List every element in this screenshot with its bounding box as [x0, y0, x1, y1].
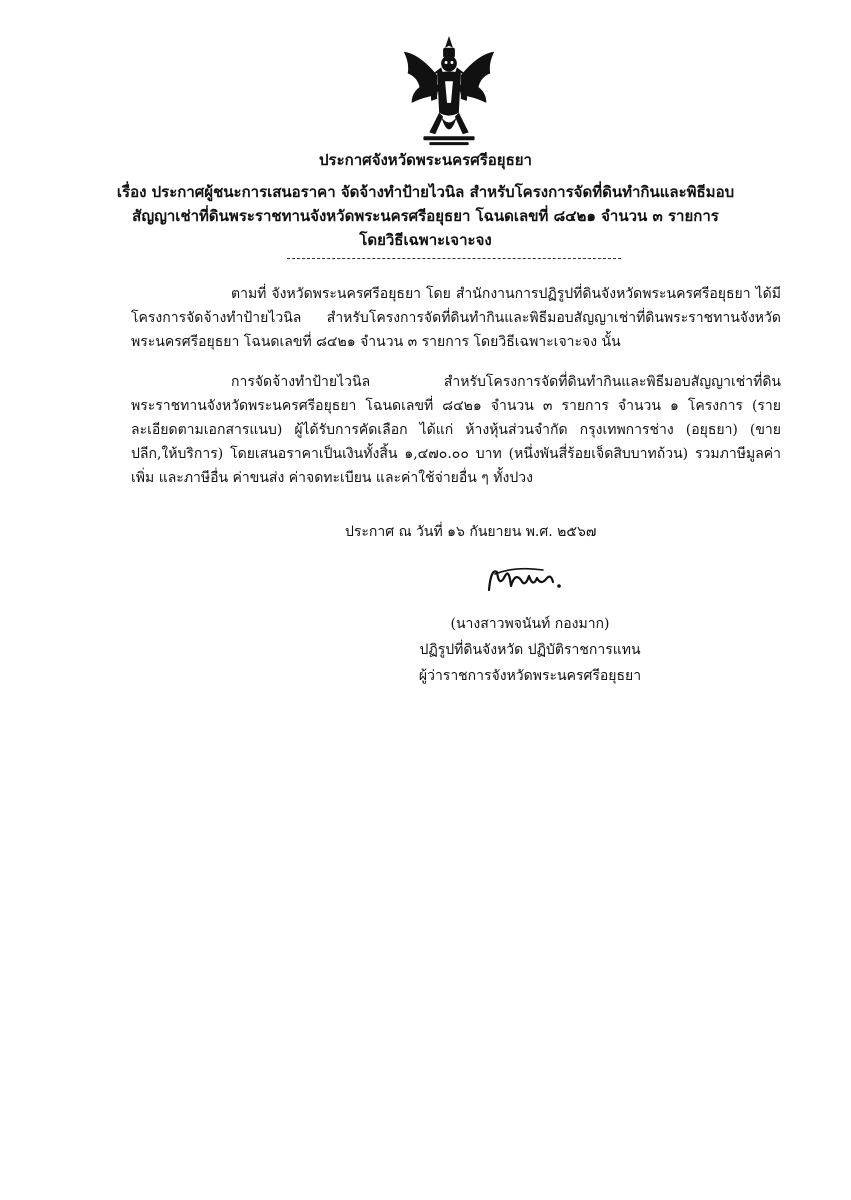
signer-title: ผู้ว่าราชการจังหวัดพระนครศรีอยุธยา	[418, 668, 642, 684]
announcement-date: ประกาศ ณ วันที่ ๑๖ กันยายน พ.ศ. ๒๕๖๗	[345, 524, 597, 540]
paragraph-background: ตามที่ จังหวัดพระนครศรีอยุธยา โดย สำนักงานการปฏิรูปที่ดินจังหวัดพระนครศรีอยุธยา ได้มีโครงการจัดจ้างทำป้ายไวนิล สำหรับโครงการจัดที่ดินทำกินและพิธีมอบสัญญาเช่าที่ดินพระราชทานจังหวัดพระนครศรีอยุธยา โฉนดเลขที่ ๘๔๒๑ จำนวน ๓ รายการ โดยวิธีเฉพาะเจาะจง นั้น	[131, 286, 781, 350]
garuda-emblem-icon	[390, 34, 508, 152]
signer-position: ปฏิรูปที่ดินจังหวัด ปฏิบัติราชการแทน	[419, 642, 641, 658]
subject-line-1: เรื่อง ประกาศผู้ชนะการเสนอราคา จัดจ้างทำป้ายไวนิล สำหรับโครงการจัดที่ดินทำกินและพิธีมอบ	[116, 183, 735, 201]
subject-line-2: สัญญาเช่าที่ดินพระราชทานจังหวัดพระนครศรีอยุธยา โฉนดเลขที่ ๘๔๒๑ จำนวน ๓ รายการ	[132, 207, 719, 225]
signer-name: (นางสาวพจนันท์ กองมาก)	[450, 616, 610, 632]
document-title: ประกาศจังหวัดพระนครศรีอยุธยา	[319, 151, 532, 169]
paragraph-award: การจัดจ้างทำป้ายไวนิล สำหรับโครงการจัดที่ดินทำกินและพิธีมอบสัญญาเช่าที่ดินพระราชทานจังหวัดพระนครศรีอยุธยา โฉนดเลขที่ ๘๔๒๑ จำนวน ๓ รายการ จำนวน ๑ โครงการ (รายละเอียดตามเอกสารแนบ) ผู้ได้รับการคัดเลือก ได้แก่ ห้างหุ้นส่วนจำกัด กรุงเทพการช่าง (อยุธยา) (ขายปลีก,ให้บริการ) โดยเสนอราคาเป็นเงินทั้งสิ้น ๑,๔๗๐.๐๐ บาท (หนึ่งพันสี่ร้อยเจ็ดสิบบาทถ้วน) รวมภาษีมูลค่าเพิ่ม และภาษีอื่น ค่าขนส่ง ค่าจดทะเบียน และค่าใช้จ่ายอื่น ๆ ทั้งปวง	[131, 374, 781, 486]
subject-line-3: โดยวิธีเฉพาะเจาะจง	[359, 231, 492, 249]
separator-line	[287, 258, 621, 259]
handwritten-signature	[485, 562, 565, 598]
